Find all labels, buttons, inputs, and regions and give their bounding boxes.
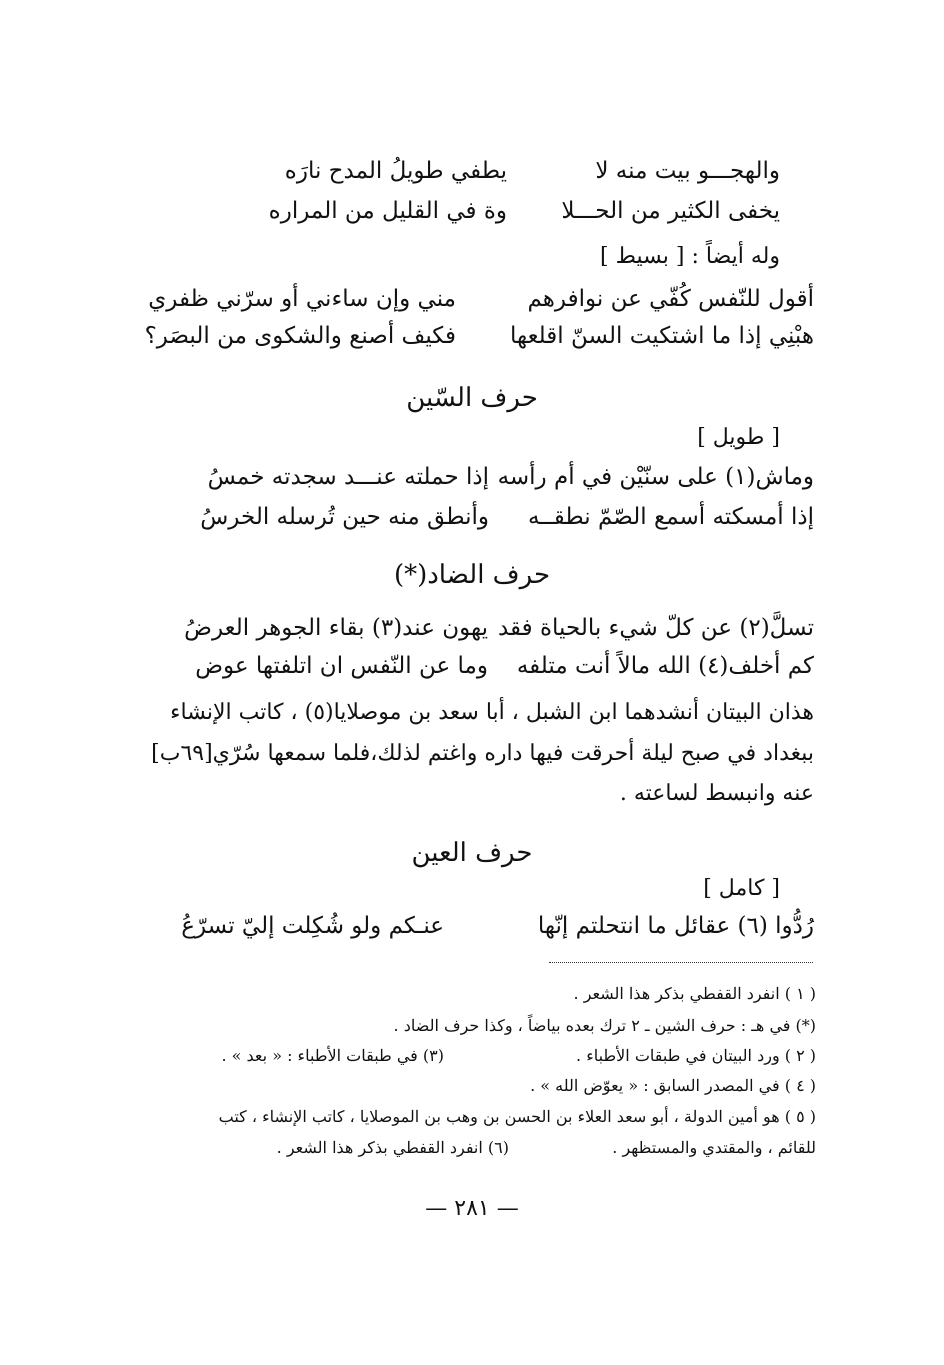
verse-1-second-hemistich: يطفي طويلُ المدح نارَه bbox=[284, 158, 507, 184]
verse-2-second-hemistich: وة في القليل من المراره bbox=[268, 198, 507, 224]
meter-label-kamil: [ كامل ] bbox=[703, 876, 780, 901]
footnote-separator bbox=[549, 962, 813, 963]
verse-3-first-hemistich: أقول للنّفس كُفّي عن نوافرهم bbox=[527, 286, 814, 312]
verse-1-first-hemistich: والهجـــو بيت منه لا bbox=[595, 158, 780, 184]
verse-9-first-hemistich: رُدُّوا (٦) عقائل ما انتحلتم إنّها bbox=[537, 913, 814, 939]
verse-9-second-hemistich: عنـكم ولو شُكِلت إليّ تسرّعُ bbox=[181, 913, 444, 939]
footnote-5-line-2: للقائم ، والمقتدي والمستظهر . bbox=[612, 1138, 816, 1157]
prose-line-2: ببغداد في صبح ليلة أحرقت فيها داره واغتم لذلك،فلما سمعها سُرّي[٦٩ب] bbox=[151, 741, 814, 766]
footnote-star: (*) في هـ : حرف الشين ـ ٢ ترك بعده بياضاً ، وكذا حرف الضاد . bbox=[393, 1016, 816, 1035]
footnote-1: ( ١ ) انفرد القفطي بذكر هذا الشعر . bbox=[573, 984, 816, 1003]
prose-line-3: عنه وانبسط لساعته . bbox=[619, 781, 814, 806]
verse-8-second-hemistich: وما عن النّفس ان اتلفتها عوض bbox=[195, 653, 488, 679]
verse-6-second-hemistich: وأنطق منه حين تُرسله الخرسُ bbox=[200, 504, 489, 530]
footnote-4: ( ٤ ) في المصدر السابق : « يعوّض الله » . bbox=[530, 1076, 816, 1095]
verse-7-second-hemistich: يهون عند(٣) بقاء الجوهر العرضُ bbox=[184, 615, 488, 641]
verse-4-second-hemistich: فكيف أصنع والشكوى من البصَر؟ bbox=[144, 323, 456, 349]
verse-4-first-hemistich: هبْنِي إذا ما اشتكيت السنّ اقلعها bbox=[509, 323, 814, 349]
verse-5-second-hemistich: إذا حملته عنـــد سجدته خمسُ bbox=[207, 464, 489, 490]
verse-2-first-hemistich: يخفى الكثير من الحـــلا bbox=[561, 198, 780, 224]
verse-3-second-hemistich: مني وإن ساءني أو سرّني ظفري bbox=[148, 286, 456, 312]
verse-5-first-hemistich: وماش(١) على سنّيْن في أم رأسه bbox=[497, 464, 814, 490]
verse-7-first-hemistich: تسلَّ(٢) عن كلّ شيء بالحياة فقد bbox=[497, 615, 814, 641]
footnote-6: (٦) انفرد القفطي بذكر هذا الشعر . bbox=[276, 1138, 509, 1157]
footnote-5-line-1: ( ٥ ) هو أمين الدولة ، أبو سعد العلاء بن الحسن بن وهب بن الموصلايا ، كاتب الإنشاء ، كتب bbox=[218, 1107, 816, 1126]
verse-8-first-hemistich: كم أخلف(٤) الله مالاً أنت متلفه bbox=[516, 653, 814, 679]
meter-label-tawil: [ طويل ] bbox=[697, 425, 780, 450]
section-heading-sin: حرف السّين bbox=[406, 383, 538, 413]
footnote-3: (٣) في طبقات الأطباء : « بعد » . bbox=[221, 1046, 444, 1065]
footnote-2: ( ٢ ) ورد البيتان في طبقات الأطباء . bbox=[576, 1046, 816, 1065]
page-number: — ٢٨١ — bbox=[425, 1196, 519, 1221]
section-heading-dad: حرف الضاد(*) bbox=[393, 560, 551, 590]
meter-label-basit: وله أيضاً : [ بسيط ] bbox=[600, 244, 780, 269]
prose-line-1: هذان البيتان أنشدهما ابن الشبل ، أبا سعد بن موصلايا(٥) ، كاتب الإنشاء bbox=[170, 700, 814, 725]
verse-6-first-hemistich: إذا أمسكته أسمع الصّمّ نطقــه bbox=[527, 504, 814, 530]
section-heading-ayn: حرف العين bbox=[411, 838, 533, 868]
